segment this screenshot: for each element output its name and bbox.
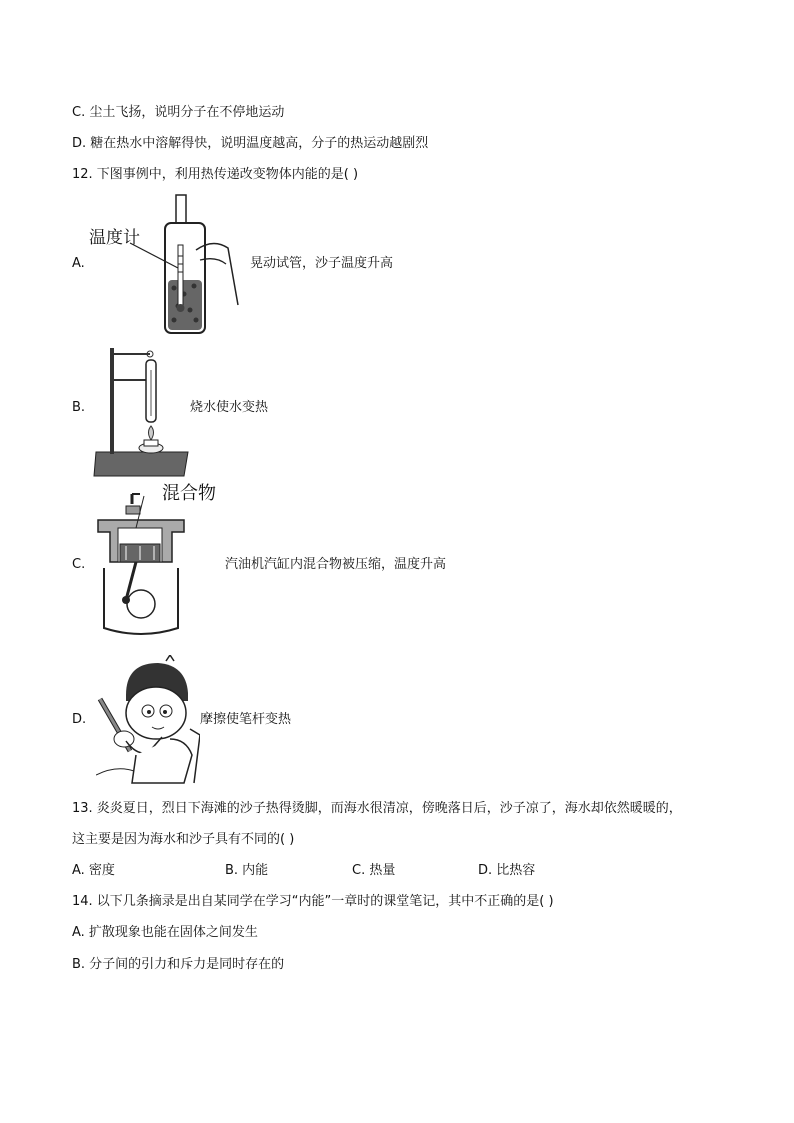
- q12-option-d-label: D.: [72, 712, 87, 727]
- q12-option-d-caption: 摩擦使笔杆变热: [200, 712, 292, 727]
- q13-option-b: B. 内能: [225, 863, 269, 878]
- q11-option-c: C. 尘土飞扬，说明分子在不停地运动: [72, 105, 285, 120]
- q12-option-b-caption: 烧水使水变热: [190, 400, 269, 415]
- q12-option-c-label: C.: [72, 557, 86, 572]
- gasoline-engine-cylinder-figure: [96, 488, 186, 638]
- q14-stem: 14. 以下几条摘录是出自某同学在学习“内能”一章时的课堂笔记，其中不正确的是( ): [72, 894, 554, 909]
- thermometer-label: 温度计: [89, 228, 140, 248]
- mixture-label: 混合物: [162, 483, 216, 504]
- q12-option-a-caption: 晃动试管，沙子温度升高: [250, 256, 394, 271]
- q13-option-c: C. 热量: [352, 863, 396, 878]
- boy-rubbing-pen-figure: [96, 655, 200, 785]
- q13-options: [72, 861, 732, 881]
- q12-option-c-caption: 汽油机汽缸内混合物被压缩，温度升高: [225, 557, 447, 572]
- q12-option-b-label: B.: [72, 400, 86, 415]
- q13-stem-line-1: 13. 炎炎夏日，烈日下海滩的沙子热得烫脚，而海水很清凉，傍晚落日后，沙子凉了，海水却依然暖暖的，: [72, 801, 682, 816]
- q13-option-a: A. 密度: [72, 863, 115, 878]
- q14-option-b: B. 分子间的引力和斥力是同时存在的: [72, 957, 285, 972]
- q12-stem: 12. 下图事例中，利用热传递改变物体内能的是( ): [72, 167, 359, 182]
- alcohol-lamp-heating-figure: [92, 340, 192, 480]
- q11-option-d: D. 糖在热水中溶解得快，说明温度越高，分子的热运动越剧烈: [72, 136, 429, 151]
- q13-option-d: D. 比热容: [478, 863, 536, 878]
- q12-option-a-label: A.: [72, 256, 85, 271]
- q14-option-a: A. 扩散现象也能在固体之间发生: [72, 925, 258, 940]
- shaking-test-tube-figure: [88, 190, 248, 335]
- q13-stem-line-2: 这主要是因为海水和沙子具有不同的( ): [72, 832, 295, 847]
